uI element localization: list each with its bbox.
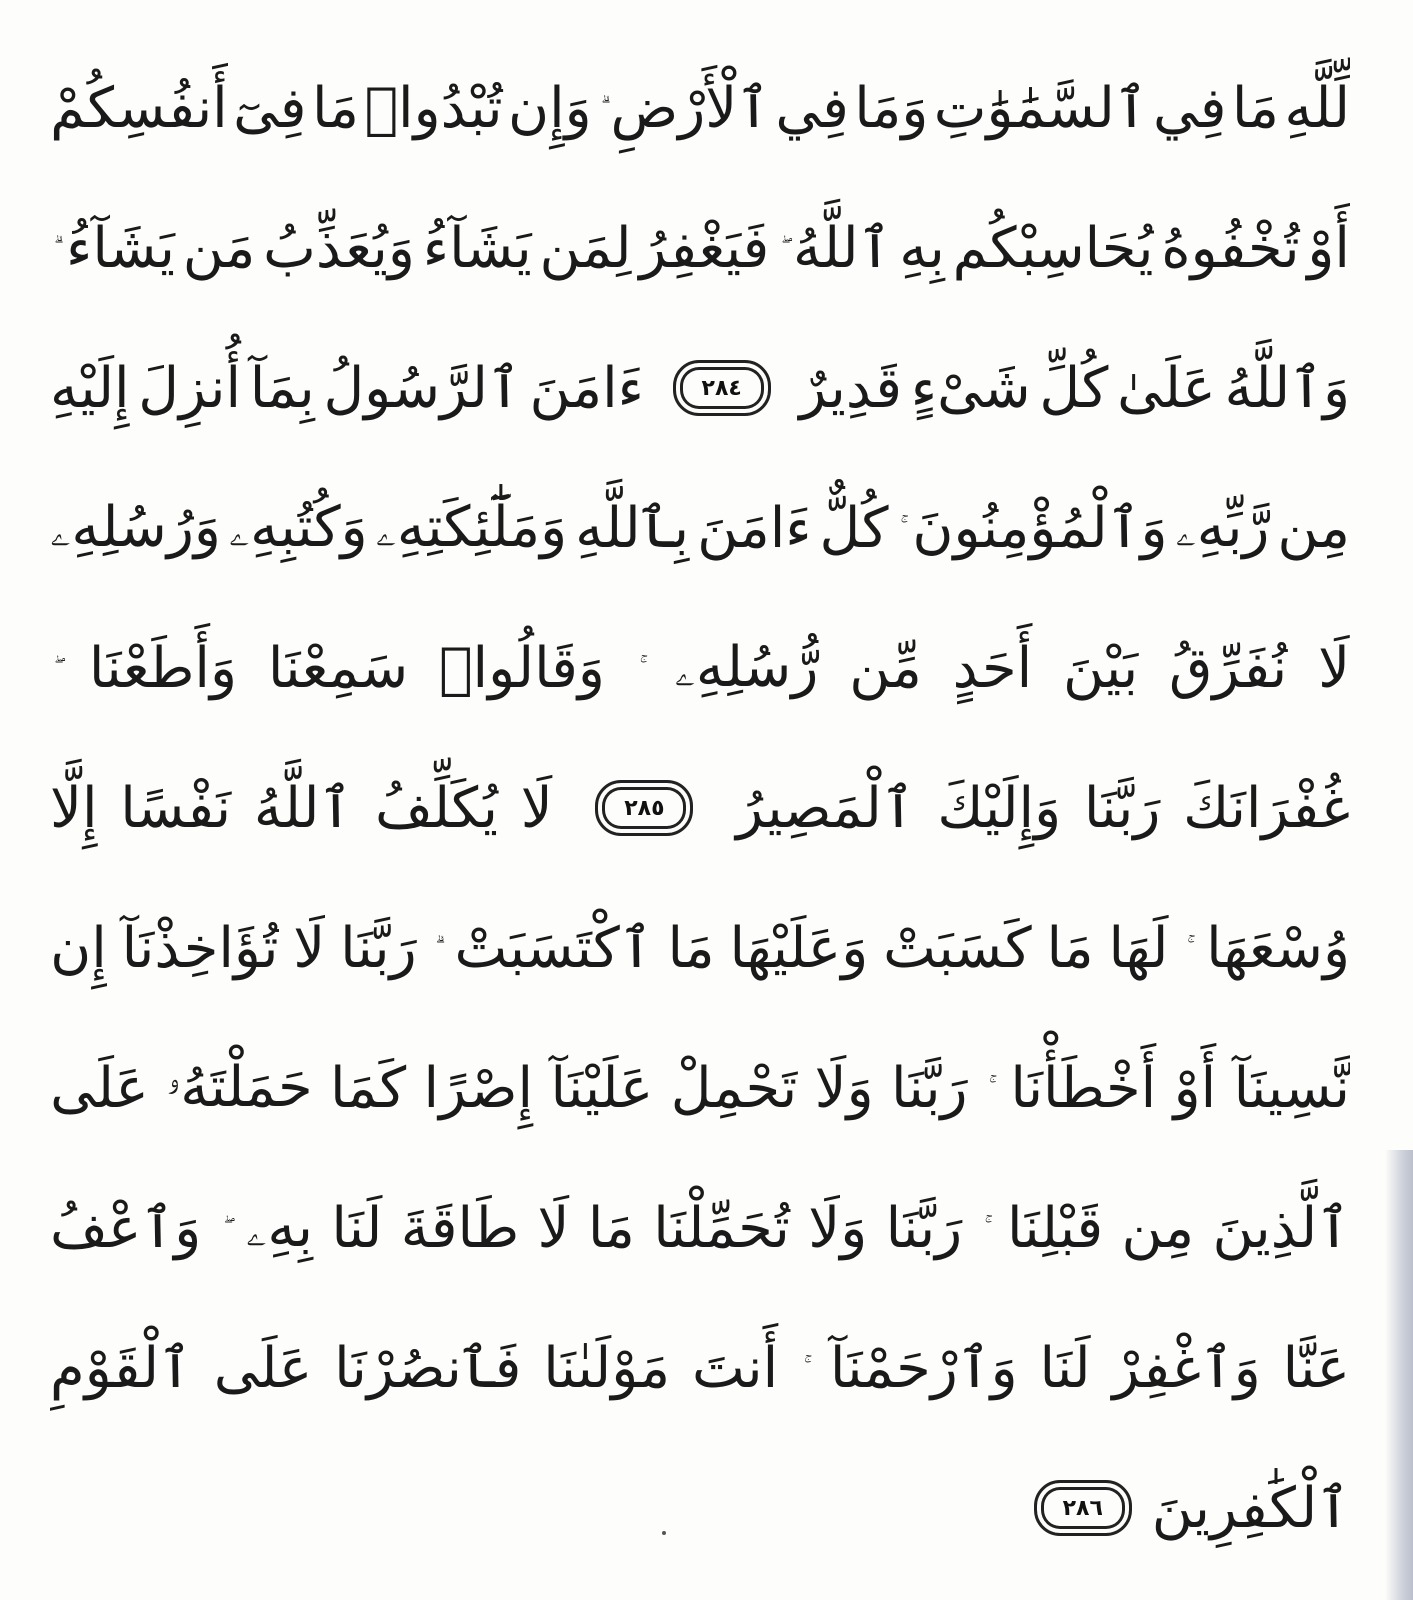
verse-word: رَّبِّهِۦ	[1175, 495, 1270, 560]
verse-word: مَا	[1046, 915, 1094, 981]
verse-word: إِصْرًا	[423, 1055, 534, 1121]
verse-word: مَا	[1231, 75, 1279, 141]
verse-word: عَلَى	[213, 1335, 313, 1401]
verse-word: ٱلرَّسُولُ	[323, 355, 521, 421]
verse-word: لَا	[520, 775, 553, 841]
verse-word: ٱللَّهُ	[253, 775, 353, 841]
verse-word: رَبَّنَا	[340, 915, 417, 981]
verse-line-8	[50, 1018, 1350, 1158]
verse-word: كُلِّ	[1039, 355, 1109, 421]
verse-word: ٱلسَّمَٰوَٰتِ	[933, 75, 1148, 141]
verse-word: أَنفُسِكُمْ	[50, 75, 228, 141]
verse-word: رَبَّنَا	[891, 1055, 968, 1121]
verse-word: لَا	[1318, 635, 1350, 701]
verse-word: إِن	[50, 915, 107, 981]
verse-word: مِن	[1277, 495, 1350, 561]
verse-line-1	[50, 38, 1350, 178]
verse-word: أَنتَ	[692, 1335, 779, 1401]
verse-word: مِن	[1121, 1195, 1195, 1261]
page-edge-shadow	[1385, 1150, 1413, 1600]
verse-word: إِلَّا	[50, 775, 98, 841]
verse-line-9	[50, 1158, 1350, 1298]
verse-word: وَمَلَٰٓئِكَتِهِۦ	[375, 495, 568, 560]
verse-word: لَهَا	[1108, 915, 1169, 981]
verse-word: أُنزِلَ	[138, 355, 242, 421]
verse-word: نَّسِينَآ	[1233, 1055, 1350, 1121]
verse-word: نُفَرِّقُ	[1168, 635, 1288, 701]
verse-line-6	[50, 738, 1350, 878]
verse-word: ٱلَّذِينَ	[1212, 1195, 1350, 1261]
verse-word: يُحَاسِبْكُم	[952, 215, 1154, 281]
verse-word: بَيْنَ	[1063, 635, 1139, 701]
verse-word: رُّسُلِهِۦ	[674, 635, 819, 700]
verse-word: تُبْدُوا۟	[364, 75, 503, 141]
verse-word: لِّلَّهِ	[1284, 75, 1350, 141]
verse-word: وَٱغْفِرْ	[1112, 1335, 1261, 1401]
verse-word: لَنَا	[1039, 1335, 1091, 1401]
verse-line-3	[50, 318, 1350, 458]
verse-word: قَبْلِنَا	[1006, 1195, 1104, 1261]
verse-word: وَقَالُوا۟	[438, 635, 605, 701]
verse-word: أَخْطَأْنَا	[1010, 1055, 1157, 1121]
verse-word: ٱلْأَرْضِ	[610, 75, 770, 141]
verse-word: وَٱلْمُؤْمِنُونَ	[912, 495, 1168, 561]
verse-word: لَنَا	[331, 1195, 383, 1261]
ayah-number-marker: ٢٨٥	[595, 780, 693, 836]
verse-word: فِىٓ	[233, 75, 307, 141]
verse-word: شَىْءٍ	[910, 355, 1031, 421]
verse-word: مَا	[311, 75, 360, 141]
verse-word: لَا	[537, 1195, 570, 1261]
verse-word: بِهِۦ	[246, 1195, 313, 1260]
verse-word: مَا	[587, 1195, 635, 1261]
verse-word: ٱلْقَوْمِ	[50, 1335, 192, 1401]
ayah-number-marker: ٢٨٤	[673, 360, 771, 416]
verse-word: وَٱعْفُ	[50, 1195, 202, 1261]
verse-word: بِمَآ	[249, 355, 315, 421]
verse-word: تُؤَاخِذْنَآ	[121, 915, 279, 981]
verse-word: فِي	[775, 75, 849, 141]
verse-word: تَحْمِلْ	[670, 1055, 798, 1121]
verse-word: مَا	[667, 915, 715, 981]
verse-word: وَرُسُلِهِۦ	[50, 495, 221, 560]
verse-word: وَيُعَذِّبُ	[263, 215, 415, 281]
verse-word: مَوْلَىٰنَا	[543, 1335, 671, 1401]
verse-word: ءَامَنَ	[529, 355, 644, 421]
verse-word: أَوْ	[1173, 1055, 1217, 1121]
verse-word: يُكَلِّفُ	[374, 775, 499, 841]
verse-word: أَحَدٍ	[952, 635, 1033, 701]
verse-word: أَوْ	[1307, 215, 1350, 281]
verse-word: رَبَّنَا	[885, 1195, 963, 1261]
verse-word: ٱلْمَصِيرُ	[736, 775, 915, 841]
verse-line-7	[50, 878, 1350, 1018]
verse-word: ٱلْكَٰفِرِينَ	[1151, 1475, 1350, 1541]
verse-word: حَمَلْتَهُۥ	[166, 1055, 313, 1120]
verse-word: غُفْرَانَكَ	[1183, 775, 1350, 841]
verse-word: ٱللَّهُ	[792, 215, 892, 281]
verse-word: تُحَمِّلْنَا	[653, 1195, 790, 1261]
verse-word: ٱكْتَسَبَتْ	[454, 915, 653, 981]
verse-word: وَعَلَيْهَا	[729, 915, 869, 981]
verse-word: لَا	[293, 915, 326, 981]
verse-text-block	[50, 38, 1350, 1578]
verse-word: لِمَن	[539, 215, 632, 281]
verse-word: إِلَيْهِ	[50, 355, 130, 421]
verse-word: قَدِيرٌ	[799, 355, 903, 421]
verse-word: فِي	[1153, 75, 1227, 141]
verse-word: وَٱرْحَمْنَآ	[829, 1335, 1018, 1401]
verse-word: يَشَآءُ	[422, 215, 532, 281]
verse-word: وَإِن	[507, 75, 592, 141]
verse-word: فَٱنصُرْنَا	[334, 1335, 522, 1401]
verse-word: كُلٌّ	[819, 495, 889, 561]
verse-word: وَكُتُبِهِۦ	[228, 495, 368, 560]
verse-word: تُخْفُوهُ	[1161, 215, 1300, 281]
verse-word: وَمَا	[854, 75, 929, 141]
verse-word: وَلَا	[814, 1055, 874, 1121]
verse-line-11	[50, 1438, 1350, 1578]
verse-word: وَٱللَّهُ	[1224, 355, 1350, 421]
verse-word: كَمَا	[330, 1055, 407, 1121]
page-speck	[662, 1531, 666, 1535]
verse-line-2	[50, 178, 1350, 318]
verse-word: عَلَيْنَآ	[550, 1055, 654, 1121]
verse-word: طَاقَةَ	[400, 1195, 520, 1261]
verse-word: مَن	[182, 215, 256, 281]
verse-line-4	[50, 458, 1350, 598]
verse-word: وُسْعَهَا	[1206, 915, 1350, 981]
verse-word: عَلَى	[50, 1055, 149, 1121]
verse-word: سَمِعْنَا	[267, 635, 409, 701]
verse-word: بِهِ	[899, 215, 945, 281]
verse-word: وَإِلَيْكَ	[937, 775, 1062, 841]
verse-word: مِّن	[849, 635, 922, 701]
verse-word: عَلَىٰ	[1117, 355, 1216, 421]
verse-word: عَنَّا	[1282, 1335, 1350, 1401]
verse-word: ءَامَنَ	[697, 495, 812, 561]
verse-word: وَأَطَعْنَا	[88, 635, 238, 701]
verse-word: نَفْسًا	[120, 775, 232, 841]
verse-word: يَشَآءُ	[65, 215, 175, 281]
verse-word: كَسَبَتْ	[883, 915, 1032, 981]
ayah-number-marker: ٢٨٦	[1034, 1480, 1132, 1536]
verse-word: بِٱللَّهِ	[575, 495, 690, 561]
verse-word: وَلَا	[808, 1195, 868, 1261]
verse-line-10	[50, 1298, 1350, 1438]
verse-word: رَبَّنَا	[1083, 775, 1161, 841]
verse-word: فَيَغْفِرُ	[639, 215, 770, 281]
verse-line-5	[50, 598, 1350, 738]
